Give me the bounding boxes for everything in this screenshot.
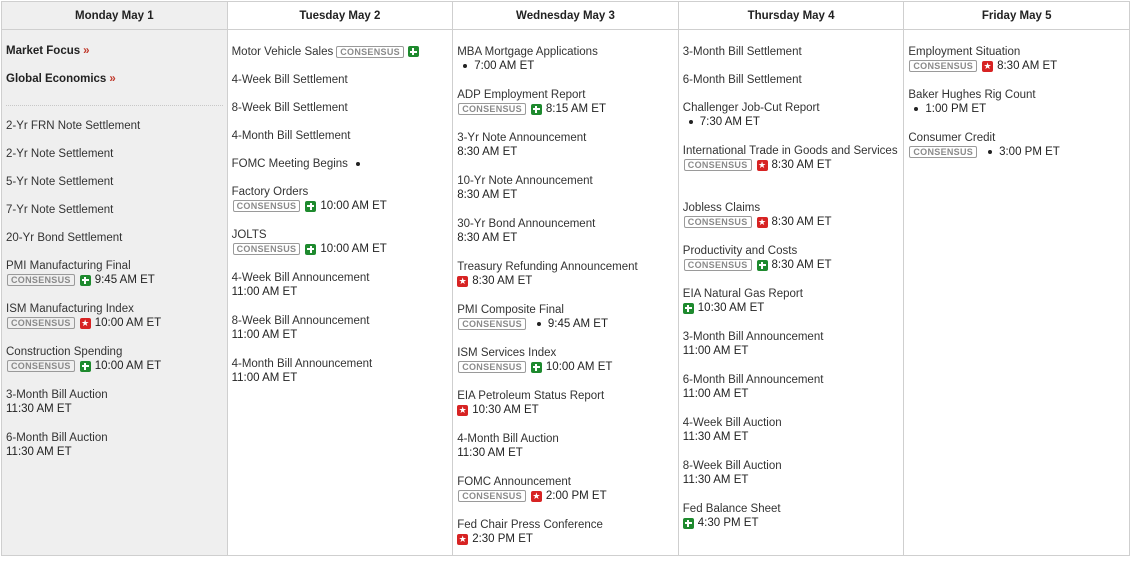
event-time: 10:00 AM ET (94, 317, 162, 329)
event-time: 2:00 PM ET (545, 490, 607, 502)
event-detail-row (232, 328, 449, 342)
calendar-event (683, 73, 900, 101)
event-detail-row (683, 516, 900, 530)
calendar-event (457, 131, 674, 174)
event-detail-row (683, 430, 900, 444)
dot-icon (988, 150, 992, 154)
calendar-event (232, 228, 449, 271)
star-icon: ★ (81, 317, 90, 328)
event-list (228, 30, 453, 400)
event-title-row (6, 345, 223, 359)
day-header: Thursday May 4 (679, 2, 904, 30)
day-header: Monday May 1 (2, 2, 227, 30)
double-chevron-right-icon: » (83, 45, 90, 57)
event-name-link[interactable]: 4-Month Bill Settlement (231, 130, 351, 142)
event-name-link[interactable]: FOMC Meeting Begins (231, 158, 348, 170)
calendar-event (457, 217, 674, 260)
event-title-row (6, 431, 223, 445)
consensus-button[interactable]: CONSENSUS (458, 103, 526, 115)
event-detail-row (457, 489, 674, 503)
event-title-row (457, 217, 674, 231)
event-time: 8:30 AM ET (997, 60, 1058, 72)
calendar-event (683, 101, 900, 144)
calendar-event (683, 244, 900, 287)
event-time: 1:00 PM ET (925, 103, 987, 115)
event-time: 7:00 AM ET (474, 60, 535, 72)
calendar-event (457, 88, 674, 131)
dot-icon (537, 322, 541, 326)
event-time: 10:00 AM ET (320, 243, 387, 255)
event-detail-row (457, 532, 674, 546)
event-detail-row (6, 316, 223, 330)
event-detail-row (683, 215, 900, 229)
day-header: Friday May 5 (904, 2, 1129, 30)
event-time: 10:00 AM ET (545, 361, 613, 373)
day-column (2, 2, 228, 555)
event-title-row (457, 88, 674, 102)
event-name-link[interactable]: ISM Manufacturing Index (6, 303, 134, 315)
consensus-button[interactable]: CONSENSUS (233, 243, 301, 255)
event-time: 8:30 AM ET (457, 189, 518, 201)
plus-icon (408, 46, 419, 57)
dot-icon (463, 64, 467, 68)
event-detail-row (908, 145, 1125, 159)
event-name-link[interactable]: 6-Month Bill Settlement (682, 74, 802, 86)
event-detail-row (457, 102, 674, 116)
event-name-link[interactable]: 8-Week Bill Auction (682, 460, 782, 472)
event-detail-row (457, 446, 674, 460)
event-name-link[interactable]: EIA Natural Gas Report (682, 288, 803, 300)
calendar-event (683, 45, 900, 73)
calendar-event (232, 157, 449, 185)
calendar-event (683, 330, 900, 373)
event-detail-row (6, 445, 223, 459)
consensus-button[interactable]: CONSENSUS (684, 159, 752, 171)
event-detail-row (232, 199, 449, 213)
day-column (453, 2, 679, 555)
consensus-button[interactable]: CONSENSUS (458, 490, 526, 502)
calendar-event (232, 185, 449, 228)
event-time: 8:30 AM ET (771, 259, 832, 271)
event-detail-row (6, 359, 223, 373)
event-time: 8:15 AM ET (545, 103, 606, 115)
calendar-event (232, 45, 449, 73)
calendar-event (908, 45, 1125, 88)
calendar-event (6, 345, 223, 388)
event-title-row (232, 314, 449, 328)
event-name-link[interactable]: MBA Mortgage Applications (457, 46, 598, 58)
event-name-link[interactable]: 4-Week Bill Settlement (231, 74, 348, 86)
calendar-event (683, 287, 900, 330)
event-time: 8:30 AM ET (457, 232, 518, 244)
event-name-link[interactable]: ADP Employment Report (457, 89, 586, 101)
event-name-link[interactable]: Challenger Job-Cut Report (682, 102, 820, 114)
event-title-row (683, 416, 900, 430)
event-title-row (457, 346, 674, 360)
event-detail-row (232, 242, 449, 256)
event-time: 11:30 AM ET (6, 446, 72, 458)
event-title-row (683, 45, 900, 59)
event-name-link[interactable]: JOLTS (231, 229, 267, 241)
event-detail-row (6, 273, 223, 287)
star-icon: ★ (458, 275, 467, 286)
event-title-row (908, 88, 1125, 102)
event-detail-row (908, 59, 1125, 73)
plus-icon (683, 518, 694, 529)
plus-icon (80, 275, 91, 286)
event-list (2, 30, 227, 474)
plus-icon (305, 201, 316, 212)
quick-links (6, 45, 223, 106)
event-name-link[interactable]: 2-Yr FRN Note Settlement (6, 120, 141, 132)
event-title-row (683, 502, 900, 516)
event-time: 2:30 PM ET (472, 533, 533, 545)
event-time: 8:30 AM ET (771, 216, 832, 228)
event-detail-row (457, 274, 674, 288)
event-name-link[interactable]: 8-Week Bill Settlement (231, 102, 348, 114)
event-time: 10:00 AM ET (320, 200, 387, 212)
event-detail-row (457, 360, 674, 374)
event-title-row (683, 373, 900, 387)
calendar-event (683, 373, 900, 416)
event-name-link[interactable]: ISM Services Index (457, 347, 557, 359)
calendar-event (6, 119, 223, 147)
calendar-event (683, 201, 900, 244)
event-title-row (683, 287, 900, 301)
event-title-row (232, 129, 449, 143)
calendar-event (6, 259, 223, 302)
event-name-link[interactable]: Treasury Refunding Announcement (457, 261, 638, 273)
calendar-event (6, 147, 223, 175)
event-title-row (232, 357, 449, 371)
event-title-row (683, 244, 900, 258)
event-time: 11:00 AM ET (682, 388, 749, 400)
calendar-event (6, 388, 223, 431)
calendar-event (457, 303, 674, 346)
event-title-row (232, 228, 449, 242)
event-time: 8:30 AM ET (771, 159, 832, 171)
plus-icon (80, 361, 91, 372)
event-detail-row (683, 158, 900, 172)
event-title-row (232, 271, 449, 285)
event-name-link[interactable]: Consumer Credit (908, 132, 996, 144)
calendar-event (683, 416, 900, 459)
quick-link[interactable] (6, 45, 223, 73)
event-name-link[interactable]: International Trade in Goods and Services (682, 145, 898, 157)
event-title-row (908, 45, 1125, 59)
event-list (453, 30, 678, 561)
calendar-event (6, 175, 223, 203)
event-title-row (6, 388, 223, 402)
day-column (904, 2, 1129, 555)
consensus-button[interactable]: CONSENSUS (233, 200, 301, 212)
event-name-link[interactable]: 4-Week Bill Announcement (231, 272, 370, 284)
event-title-row (908, 131, 1125, 145)
event-name-link[interactable]: Construction Spending (6, 346, 123, 358)
star-icon: ★ (458, 533, 467, 544)
economic-calendar (1, 1, 1130, 556)
consensus-button[interactable]: CONSENSUS (7, 317, 75, 329)
event-title-row (683, 201, 900, 215)
quick-link-label: Global Economics (6, 73, 107, 85)
event-title-row (6, 203, 223, 217)
event-time: 11:00 AM ET (231, 286, 298, 298)
event-name-link[interactable]: Factory Orders (231, 186, 309, 198)
event-title-row (683, 459, 900, 473)
event-detail-row (683, 387, 900, 401)
event-detail-row (457, 403, 674, 417)
event-list (904, 30, 1129, 174)
event-title-row (6, 259, 223, 273)
star-icon: ★ (757, 159, 767, 170)
event-title-row (457, 389, 674, 403)
dot-icon (914, 107, 918, 111)
star-icon: ★ (532, 490, 541, 501)
event-name-link[interactable]: 10-Yr Note Announcement (457, 175, 593, 187)
event-name-link[interactable]: 3-Month Bill Settlement (682, 46, 802, 58)
day-column (679, 2, 905, 555)
event-name-link[interactable]: 30-Yr Bond Announcement (457, 218, 596, 230)
calendar-event (683, 502, 900, 545)
event-name-link[interactable]: Motor Vehicle Sales (231, 46, 334, 58)
star-icon: ★ (757, 216, 767, 227)
calendar-event (232, 73, 449, 101)
consensus-button[interactable]: CONSENSUS (684, 216, 752, 228)
consensus-button[interactable]: CONSENSUS (909, 146, 977, 158)
event-list (679, 30, 904, 545)
calendar-event (457, 432, 674, 475)
calendar-event (908, 131, 1125, 174)
event-time: 10:30 AM ET (472, 404, 539, 416)
event-name-link[interactable]: 7-Yr Note Settlement (6, 204, 114, 216)
consensus-button[interactable]: CONSENSUS (458, 318, 526, 330)
event-time: 3:00 PM ET (999, 146, 1060, 158)
event-name-link[interactable]: 2-Yr Note Settlement (6, 148, 114, 160)
event-detail-row (908, 102, 1125, 116)
calendar-event (457, 45, 674, 88)
plus-icon (683, 303, 694, 314)
plus-icon (531, 362, 542, 373)
event-detail-row (683, 473, 900, 487)
consensus-button[interactable]: CONSENSUS (7, 274, 75, 286)
event-name-link[interactable]: 3-Month Bill Announcement (682, 331, 824, 343)
event-name-link[interactable]: Fed Chair Press Conference (457, 519, 603, 531)
event-title-row (457, 131, 674, 145)
event-time: 10:00 AM ET (94, 360, 162, 372)
star-icon: ★ (458, 404, 467, 415)
event-name-link[interactable]: Employment Situation (908, 46, 1021, 58)
event-name-link[interactable]: 4-Week Bill Auction (682, 417, 782, 429)
event-detail-row (232, 285, 449, 299)
calendar-event (6, 231, 223, 259)
consensus-button[interactable]: CONSENSUS (458, 361, 526, 373)
calendar-event (457, 389, 674, 432)
plus-icon (757, 260, 768, 271)
plus-icon (531, 104, 542, 115)
event-time: 8:30 AM ET (472, 275, 533, 287)
event-detail-row (232, 371, 449, 385)
event-title-row (683, 330, 900, 344)
event-title-row (457, 45, 674, 59)
calendar-event (232, 271, 449, 314)
event-time: 4:30 PM ET (697, 517, 759, 529)
calendar-event (232, 129, 449, 157)
event-name-link[interactable]: Fed Balance Sheet (682, 503, 781, 515)
event-detail-row (6, 402, 223, 416)
event-name-link[interactable]: 6-Month Bill Auction (6, 432, 108, 444)
event-detail-row (457, 145, 674, 159)
calendar-event (232, 314, 449, 357)
event-time: 11:30 AM ET (682, 431, 749, 443)
event-title-row (457, 174, 674, 188)
quick-link-label: Market Focus (6, 45, 81, 57)
event-time: 11:30 AM ET (6, 403, 72, 415)
day-column (228, 2, 454, 555)
calendar-event (457, 260, 674, 303)
event-time: 11:00 AM ET (231, 329, 298, 341)
event-title-row (232, 73, 449, 87)
event-title-row (232, 185, 449, 199)
event-detail-row (457, 59, 674, 73)
event-time: 7:30 AM ET (699, 116, 760, 128)
quick-link[interactable] (6, 73, 223, 101)
dot-icon (689, 120, 693, 124)
event-title-row (6, 119, 223, 133)
consensus-button[interactable]: CONSENSUS (7, 360, 75, 372)
event-title-row (457, 303, 674, 317)
event-name-link[interactable]: FOMC Announcement (457, 476, 571, 488)
event-name-link[interactable]: 3-Month Bill Auction (6, 389, 108, 401)
event-title-row (457, 475, 674, 489)
event-detail-row (457, 188, 674, 202)
event-name-link[interactable]: PMI Manufacturing Final (6, 260, 131, 272)
event-time: 11:30 AM ET (682, 474, 749, 486)
event-title-row (457, 260, 674, 274)
event-title-row (457, 432, 674, 446)
event-name-link[interactable]: EIA Petroleum Status Report (457, 390, 605, 402)
calendar-event (6, 431, 223, 474)
event-time: 9:45 AM ET (94, 274, 155, 286)
event-time: 9:45 AM ET (547, 318, 608, 330)
event-name-link[interactable]: 4-Month Bill Auction (457, 433, 559, 445)
calendar-event (6, 302, 223, 345)
event-title-row (6, 302, 223, 316)
calendar-event (908, 88, 1125, 131)
event-time: 8:30 AM ET (457, 146, 518, 158)
event-detail-row (683, 258, 900, 272)
event-name-link[interactable]: 6-Month Bill Announcement (682, 374, 824, 386)
event-name-link[interactable]: 4-Month Bill Announcement (231, 358, 373, 370)
event-detail-row (683, 115, 900, 129)
consensus-button[interactable]: CONSENSUS (909, 60, 977, 72)
event-detail-row (683, 301, 900, 315)
event-name-link[interactable]: 5-Yr Note Settlement (6, 176, 114, 188)
event-title-row (6, 175, 223, 189)
event-name-link[interactable]: Productivity and Costs (682, 245, 798, 257)
event-name-link[interactable]: 20-Yr Bond Settlement (6, 232, 123, 244)
event-title-row (232, 45, 449, 59)
event-time: 11:00 AM ET (682, 345, 749, 357)
calendar-event (6, 203, 223, 231)
event-title-row (683, 73, 900, 87)
event-name-link[interactable]: Jobless Claims (682, 202, 761, 214)
event-title-row (6, 147, 223, 161)
star-icon: ★ (983, 60, 992, 71)
plus-icon (305, 244, 316, 255)
event-name-link[interactable]: 8-Week Bill Announcement (231, 315, 370, 327)
calendar-event (232, 357, 449, 400)
calendar-event (457, 174, 674, 217)
event-title-row (6, 231, 223, 245)
event-detail-row (457, 231, 674, 245)
event-name-link[interactable]: Baker Hughes Rig Count (908, 89, 1036, 101)
event-title-row (683, 144, 900, 158)
event-title-row (683, 101, 900, 115)
day-header: Tuesday May 2 (228, 2, 453, 30)
event-title-row (457, 518, 674, 532)
calendar-event (457, 518, 674, 561)
day-header: Wednesday May 3 (453, 2, 678, 30)
event-time: 11:30 AM ET (457, 447, 523, 459)
event-time: 10:30 AM ET (697, 302, 765, 314)
event-name-link[interactable]: 3-Yr Note Announcement (457, 132, 587, 144)
event-name-link[interactable]: PMI Composite Final (457, 304, 564, 316)
calendar-event (457, 475, 674, 518)
dot-icon (356, 162, 360, 166)
calendar-event (457, 346, 674, 389)
event-title-row (232, 157, 449, 171)
calendar-event (683, 144, 900, 201)
event-title-row (232, 101, 449, 115)
event-detail-row (683, 344, 900, 358)
calendar-event (232, 101, 449, 129)
double-chevron-right-icon: » (109, 73, 116, 85)
event-detail-row (457, 317, 674, 331)
consensus-button[interactable]: CONSENSUS (336, 46, 404, 58)
consensus-button[interactable]: CONSENSUS (684, 259, 752, 271)
calendar-event (683, 459, 900, 502)
event-time: 11:00 AM ET (231, 372, 298, 384)
